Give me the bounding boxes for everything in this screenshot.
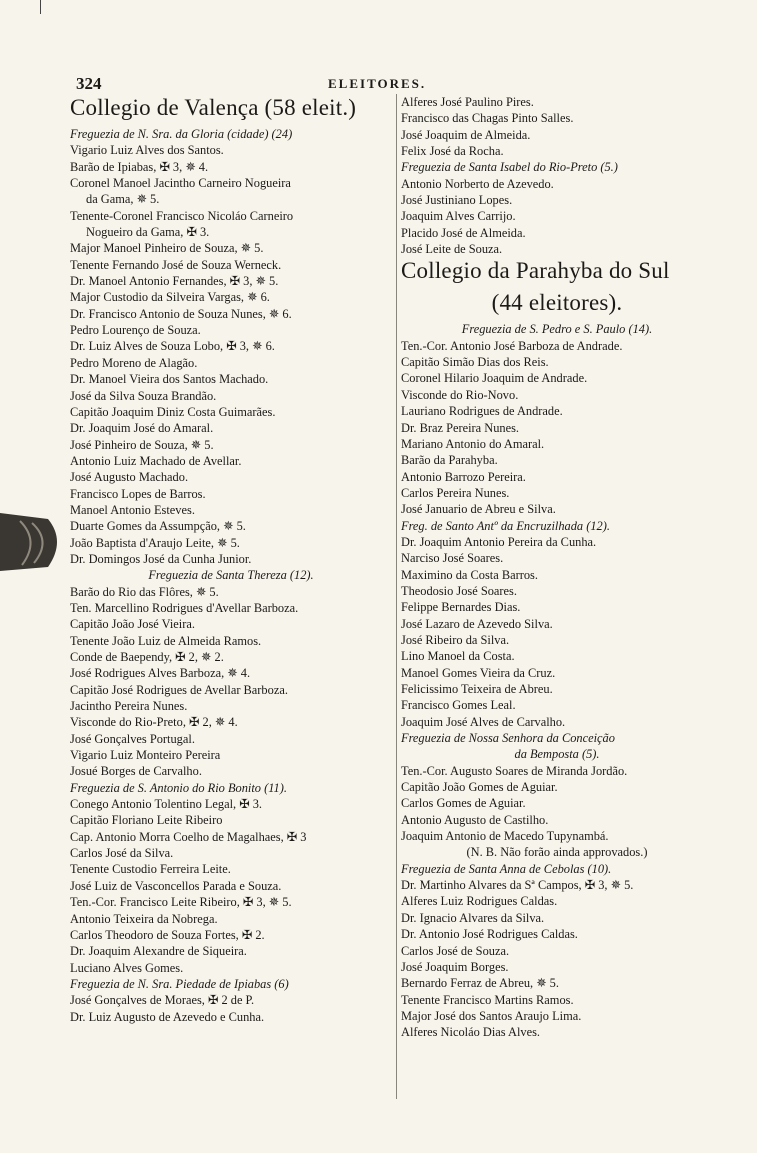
entry-line: Alferes José Paulino Pires. [401, 95, 534, 109]
entry-line: Francisco das Chagas Pinto Salles. [401, 111, 574, 126]
entry-line: Dr. Manoel Vieira dos Santos Machado. [70, 372, 269, 387]
entry-line: Capitão José Rodrigues de Avellar Barboza. [70, 682, 288, 697]
entry-line: Josué Borges de Carvalho. [70, 764, 202, 779]
entry-line: Francisco Gomes Leal. [401, 698, 516, 713]
entry-line: Conego Antonio Tolentino Legal, ✠ 3. [70, 797, 263, 812]
entry-line: Nogueiro da Gama, ✠ 3. [86, 225, 210, 240]
entry-line: Tenente Custodio Ferreira Leite. [70, 862, 231, 877]
entry-line: Alferes Nicoláo Dias Alves. [401, 1025, 541, 1040]
entry-line: Visconde do Rio-Preto, ✠ 2, ✵ 4. [70, 715, 238, 730]
running-title: ELEITORES. [328, 76, 427, 91]
entry-line: Major José dos Santos Araujo Lima. [401, 1008, 582, 1023]
entry-line: Antonio Luiz Machado de Avellar. [70, 453, 242, 468]
entry-line: Tenente João Luiz de Almeida Ramos. [70, 633, 262, 648]
entry-line: Mariano Antonio do Amaral. [401, 436, 545, 451]
entry-line: Barão de Ipiabas, ✠ 3, ✵ 4. [70, 159, 209, 174]
entry-line: Luciano Alves Gomes. [70, 960, 184, 975]
entry-line: Narciso José Soares. [401, 551, 504, 566]
entry-line: Dr. Luiz Alves de Souza Lobo, ✠ 3, ✵ 6. [70, 339, 275, 354]
freguezia-heading: Freguezia de N. Sra. Piedade de Ipiabas (6) [70, 976, 289, 991]
entry-line: Dr. Joaquim Alexandre de Siqueira. [70, 944, 247, 959]
entry-line: Coronel Manoel Jacintho Carneiro Nogueira [70, 176, 291, 191]
entry-line: Placido José de Almeida. [401, 225, 526, 240]
entry-line: da Gama, ✵ 5. [86, 192, 160, 207]
entry-line: Major Manoel Pinheiro de Souza, ✵ 5. [70, 241, 264, 256]
entry-line: Joaquim José Alves de Carvalho. [401, 714, 566, 729]
entry-line: Capitão João Gomes de Aguiar. [401, 780, 558, 795]
entry-line: Visconde do Rio-Novo. [401, 387, 519, 402]
entry-line: Carlos Pereira Nunes. [401, 485, 510, 500]
entry-line: Jacintho Pereira Nunes. [70, 699, 188, 714]
entry-line: Tenente Francisco Martins Ramos. [401, 992, 574, 1007]
entry-line: Dr. Joaquim José do Amaral. [70, 421, 214, 436]
entry-line: José Justiniano Lopes. [401, 193, 513, 208]
entry-line: José Augusto Machado. [70, 470, 189, 485]
entry-line: Francisco Lopes de Barros. [70, 486, 206, 501]
entry-line: Antonio Norberto de Azevedo. [401, 176, 554, 191]
entry-line: José Gonçalves de Moraes, ✠ 2 de P. [70, 993, 255, 1008]
entry-line: José Leite de Souza. [401, 242, 503, 257]
entry-line: Felix José da Rocha. [401, 144, 504, 159]
entry-line: Major Custodio da Silveira Vargas, ✵ 6. [70, 290, 270, 305]
entry-line: José Luiz de Vasconcellos Parada e Souza. [70, 878, 282, 893]
entry-line: Tenente Fernando José de Souza Werneck. [70, 257, 282, 272]
entry-line: (N. B. Não forão ainda approvados.) [466, 845, 648, 860]
entry-line: José Pinheiro de Souza, ✵ 5. [70, 437, 214, 452]
entry-line: Antonio Barrozo Pereira. [401, 469, 526, 484]
entry-line: Pedro Lourenço de Souza. [70, 323, 201, 338]
entry-line: Ten.-Cor. Francisco Leite Ribeiro, ✠ 3, ✵ 5. [70, 895, 292, 910]
entry-line: Vigario Luiz Monteiro Pereira [70, 748, 221, 763]
freguezia-heading: Freg. de Santo Antº da Encruzilhada (12). [401, 518, 610, 533]
entry-line: Capitão João José Vieira. [70, 617, 195, 632]
entry-line: Ten.-Cor. Augusto Soares de Miranda Jordão. [401, 763, 628, 778]
entry-line: Conde de Baependy, ✠ 2, ✵ 2. [70, 650, 224, 664]
entry-line: Dr. Domingos José da Cunha Junior. [70, 551, 252, 566]
entry-line: Dr. Martinho Alvares da Sª Campos, ✠ 3, ✵ 5. [401, 878, 634, 893]
entry-line: Carlos Gomes de Aguiar. [401, 796, 526, 811]
entry-line: José Joaquim Borges. [401, 959, 509, 974]
entry-line: Dr. Francisco Antonio de Souza Nunes, ✵ 6. [70, 306, 292, 321]
page-header [76, 74, 706, 94]
entry-line: Theodosio José Soares. [401, 583, 517, 598]
entry-line: José Januario de Abreu e Silva. [401, 502, 556, 517]
entry-line: Cap. Antonio Morra Coelho de Magalhaes, ✠ 3 [70, 829, 307, 844]
freguezia-heading: Freguezia de N. Sra. da Gloria (cidade) (24) [70, 127, 293, 141]
entry-line: José Joaquim de Almeida. [401, 127, 531, 142]
entry-line: Dr. Manoel Antonio Fernandes, ✠ 3, ✵ 5. [70, 274, 279, 289]
entry-line: Capitão Simão Dias dos Reis. [401, 355, 549, 370]
entry-line: Joaquim Antonio de Macedo Tupynambá. [401, 829, 609, 844]
entry-line: Lauriano Rodrigues de Andrade. [401, 404, 563, 419]
collegio-heading: Collegio de Valença (58 eleit.) [70, 95, 357, 120]
entry-line: João Baptista d'Araujo Leite, ✵ 5. [70, 535, 240, 550]
freguezia-heading: da Bemposta (5). [514, 747, 600, 762]
entry-line: Dr. Luiz Augusto de Azevedo e Cunha. [70, 1009, 265, 1024]
page-number: 324 [76, 74, 102, 93]
freguezia-heading: Freguezia de S. Pedro e S. Paulo (14). [461, 322, 653, 337]
entry-line: José da Silva Souza Brandão. [70, 388, 217, 403]
entry-line: Pedro Moreno de Alagão. [70, 355, 198, 370]
entry-line: Dr. Braz Pereira Nunes. [401, 420, 520, 435]
entry-line: Joaquim Alves Carrijo. [401, 209, 516, 224]
collegio-heading: (44 eleitores). [491, 290, 623, 316]
entry-line: Bernardo Ferraz de Abreu, ✵ 5. [401, 976, 559, 991]
entry-line: Carlos Theodoro de Souza Fortes, ✠ 2. [70, 927, 265, 942]
entry-line: Barão da Parahyba. [401, 453, 498, 468]
entry-line: Capitão Floriano Leite Ribeiro [70, 813, 223, 828]
entry-line: Capitão Joaquim Diniz Costa Guimarães. [70, 404, 276, 419]
entry-line: José Gonçalves Portugal. [70, 731, 195, 746]
entry-line: José Rodrigues Alves Barboza, ✵ 4. [70, 666, 251, 681]
entry-line: Barão do Rio das Flôres, ✵ 5. [70, 584, 219, 599]
entry-line: Ten.-Cor. Antonio José Barboza de Andrade. [401, 338, 623, 353]
entry-line: Alferes Luiz Rodrigues Caldas. [401, 894, 558, 909]
freguezia-heading: Freguezia de Nossa Senhora da Conceição [401, 731, 615, 746]
entry-line: Felicissimo Teixeira de Abreu. [401, 682, 553, 696]
entry-line: Maximino da Costa Barros. [401, 567, 538, 582]
entry-line: Tenente-Coronel Francisco Nicoláo Carneiro [70, 208, 294, 223]
entry-line: Dr. Antonio José Rodrigues Caldas. [401, 927, 578, 942]
freguezia-heading: Freguezia de Santa Isabel do Rio-Preto (5.) [401, 160, 618, 175]
left-column [70, 94, 392, 1025]
freguezia-heading: Freguezia de Santa Thereza (12). [148, 568, 314, 583]
entry-line: Felippe Bernardes Dias. [401, 600, 521, 615]
binding-edge-shadow [0, 505, 72, 577]
entry-line: Dr. Ignacio Alvares da Silva. [401, 910, 545, 925]
freguezia-heading: Freguezia de S. Antonio do Rio Bonito (11). [70, 780, 287, 795]
entry-line: Carlos José da Silva. [70, 846, 174, 861]
right-column [396, 94, 713, 1099]
entry-line: Vigario Luiz Alves dos Santos. [70, 143, 224, 158]
entry-line: Antonio Teixeira da Nobrega. [70, 911, 218, 926]
entry-line: Ten. Marcellino Rodrigues d'Avellar Barboza. [70, 600, 299, 615]
entry-line: Coronel Hilario Joaquim de Andrade. [401, 371, 588, 386]
entry-line: Manoel Antonio Esteves. [70, 502, 195, 517]
entry-line: Lino Manoel da Costa. [401, 649, 515, 664]
entry-line: Duarte Gomes da Assumpção, ✵ 5. [70, 519, 246, 534]
entry-line: Manoel Gomes Vieira da Cruz. [401, 665, 556, 680]
freguezia-heading: Freguezia de Santa Anna de Cebolas (10). [401, 861, 612, 876]
collegio-heading: Collegio da Parahyba do Sul [401, 258, 670, 284]
entry-line: Carlos José de Souza. [401, 943, 510, 958]
entry-line: José Lazaro de Azevedo Silva. [401, 616, 553, 631]
entry-line: José Ribeiro da Silva. [401, 632, 510, 647]
top-edge-mark [40, 0, 41, 14]
entry-line: Dr. Joaquim Antonio Pereira da Cunha. [401, 534, 597, 549]
entry-line: Antonio Augusto de Castilho. [401, 812, 549, 827]
